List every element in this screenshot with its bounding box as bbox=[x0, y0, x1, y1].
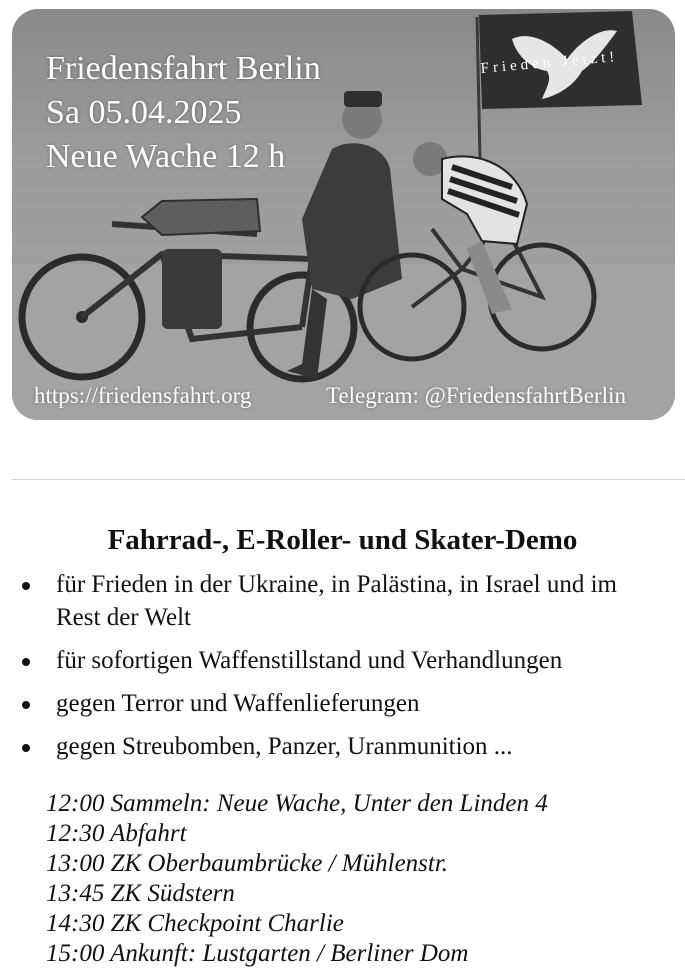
flag-pole bbox=[477, 17, 480, 159]
bullet-icon bbox=[22, 744, 30, 752]
list-item-text: gegen Streubomben, Panzer, Uranmunition ... bbox=[56, 733, 513, 760]
divider bbox=[12, 479, 685, 480]
list-item bbox=[0, 730, 685, 763]
website-link[interactable]: https://friedensfahrt.org bbox=[34, 383, 252, 408]
demo-title: Fahrrad-, E-Roller- und Skater-Demo bbox=[107, 524, 578, 556]
flag-text: Frieden Jetzt! bbox=[480, 48, 619, 77]
list-item-text: für Frieden in der Ukraine, in Palästina, in Israel und im Rest der Welt bbox=[56, 571, 617, 631]
schedule-item: 12:30 Abfahrt bbox=[46, 820, 187, 847]
schedule-item: 12:00 Sammeln: Neue Wache, Unter den Linden 4 bbox=[46, 790, 548, 817]
list-item bbox=[0, 644, 685, 677]
banner-headline-title: Friedensfahrt Berlin bbox=[46, 50, 321, 87]
demands-list bbox=[0, 568, 685, 773]
schedule-item: 15:00 Ankunft: Lustgarten / Berliner Dom bbox=[46, 940, 469, 967]
banner-image bbox=[12, 9, 675, 420]
schedule-item: 13:45 ZK Südstern bbox=[46, 880, 235, 907]
banner-headline-date: Sa 05.04.2025 bbox=[46, 94, 242, 131]
schedule bbox=[46, 789, 548, 969]
bullet-icon bbox=[22, 701, 30, 709]
telegram-handle[interactable]: Telegram: @FriedensfahrtBerlin bbox=[326, 383, 626, 408]
schedule-item: 14:30 ZK Checkpoint Charlie bbox=[46, 910, 344, 937]
bullet-icon bbox=[22, 658, 30, 666]
list-item bbox=[0, 687, 685, 720]
bullet-icon bbox=[22, 582, 30, 590]
list-item bbox=[0, 568, 685, 634]
list-item-text: für sofortigen Waffenstillstand und Verhandlungen bbox=[56, 647, 563, 674]
list-item-text: gegen Terror und Waffenlieferungen bbox=[56, 690, 420, 717]
schedule-item: 13:00 ZK Oberbaumbrücke / Mühlenstr. bbox=[46, 850, 449, 877]
banner-headline-location: Neue Wache 12 h bbox=[46, 138, 286, 175]
